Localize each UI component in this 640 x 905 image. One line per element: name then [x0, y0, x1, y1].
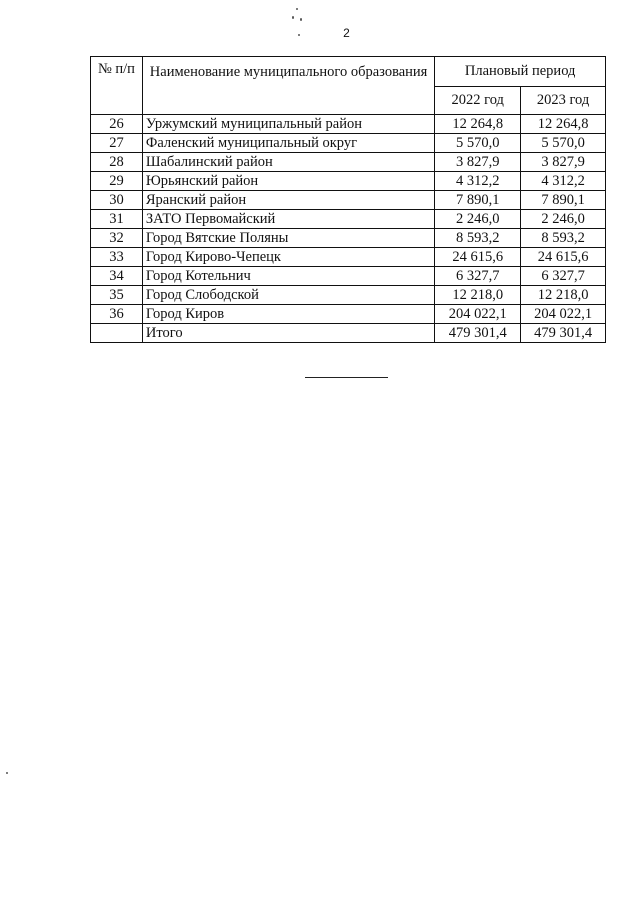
table-row — [91, 191, 606, 210]
scan-speck — [298, 34, 300, 36]
row-number: 30 — [91, 191, 143, 210]
row-municipality: Город Котельнич — [142, 267, 434, 286]
row-number: 28 — [91, 153, 143, 172]
row-municipality: Юрьянский район — [142, 172, 434, 191]
row-number: 34 — [91, 267, 143, 286]
end-of-document-rule — [305, 377, 388, 378]
row-municipality: Фаленский муниципальный округ — [142, 134, 434, 153]
header-number: № п/п — [91, 57, 143, 115]
row-value-2022: 12 264,8 — [435, 115, 521, 134]
row-municipality: Город Киров — [142, 305, 434, 324]
header-year-2022: 2022 год — [435, 87, 521, 115]
total-value-2023: 479 301,4 — [521, 324, 606, 343]
table-row — [91, 229, 606, 248]
row-value-2023: 5 570,0 — [521, 134, 606, 153]
budget-table — [90, 56, 606, 343]
row-value-2023: 4 312,2 — [521, 172, 606, 191]
total-value-2022: 479 301,4 — [435, 324, 521, 343]
row-municipality: Город Вятские Поляны — [142, 229, 434, 248]
table-row — [91, 267, 606, 286]
row-value-2023: 7 890,1 — [521, 191, 606, 210]
header-municipality: Наименование муниципального образования — [142, 57, 434, 115]
table-header — [91, 57, 606, 115]
header-year-2023: 2023 год — [521, 87, 606, 115]
table-row — [91, 115, 606, 134]
row-number: 26 — [91, 115, 143, 134]
table-row — [91, 134, 606, 153]
row-municipality: Яранский район — [142, 191, 434, 210]
table-row — [91, 172, 606, 191]
table-row — [91, 248, 606, 267]
total-label: Итого — [142, 324, 434, 343]
table-row — [91, 153, 606, 172]
row-value-2022: 7 890,1 — [435, 191, 521, 210]
row-value-2022: 3 827,9 — [435, 153, 521, 172]
row-value-2022: 6 327,7 — [435, 267, 521, 286]
row-number: 27 — [91, 134, 143, 153]
scan-speck — [6, 772, 8, 774]
row-number: 29 — [91, 172, 143, 191]
row-municipality: Уржумский муниципальный район — [142, 115, 434, 134]
table-row — [91, 305, 606, 324]
row-municipality: Город Кирово-Чепецк — [142, 248, 434, 267]
row-number: 31 — [91, 210, 143, 229]
row-value-2022: 204 022,1 — [435, 305, 521, 324]
scan-speck — [300, 18, 302, 21]
row-value-2022: 5 570,0 — [435, 134, 521, 153]
row-value-2023: 12 264,8 — [521, 115, 606, 134]
row-municipality: Город Слободской — [142, 286, 434, 305]
row-number: 33 — [91, 248, 143, 267]
row-value-2023: 8 593,2 — [521, 229, 606, 248]
row-value-2023: 204 022,1 — [521, 305, 606, 324]
row-value-2022: 8 593,2 — [435, 229, 521, 248]
row-value-2023: 2 246,0 — [521, 210, 606, 229]
header-planned-period: Плановый период — [435, 57, 606, 87]
row-value-2022: 24 615,6 — [435, 248, 521, 267]
page-number: 2 — [343, 26, 350, 40]
table-body — [91, 115, 606, 343]
scan-speck — [296, 8, 298, 10]
row-number: 36 — [91, 305, 143, 324]
row-number: 32 — [91, 229, 143, 248]
row-value-2022: 12 218,0 — [435, 286, 521, 305]
table-row — [91, 210, 606, 229]
row-value-2022: 2 246,0 — [435, 210, 521, 229]
row-number: 35 — [91, 286, 143, 305]
row-value-2023: 12 218,0 — [521, 286, 606, 305]
row-value-2023: 3 827,9 — [521, 153, 606, 172]
row-municipality: ЗАТО Первомайский — [142, 210, 434, 229]
table-row — [91, 286, 606, 305]
row-municipality: Шабалинский район — [142, 153, 434, 172]
row-value-2023: 24 615,6 — [521, 248, 606, 267]
total-row — [91, 324, 606, 343]
scan-speck — [292, 16, 294, 19]
row-value-2023: 6 327,7 — [521, 267, 606, 286]
total-number-cell — [91, 324, 143, 343]
row-value-2022: 4 312,2 — [435, 172, 521, 191]
